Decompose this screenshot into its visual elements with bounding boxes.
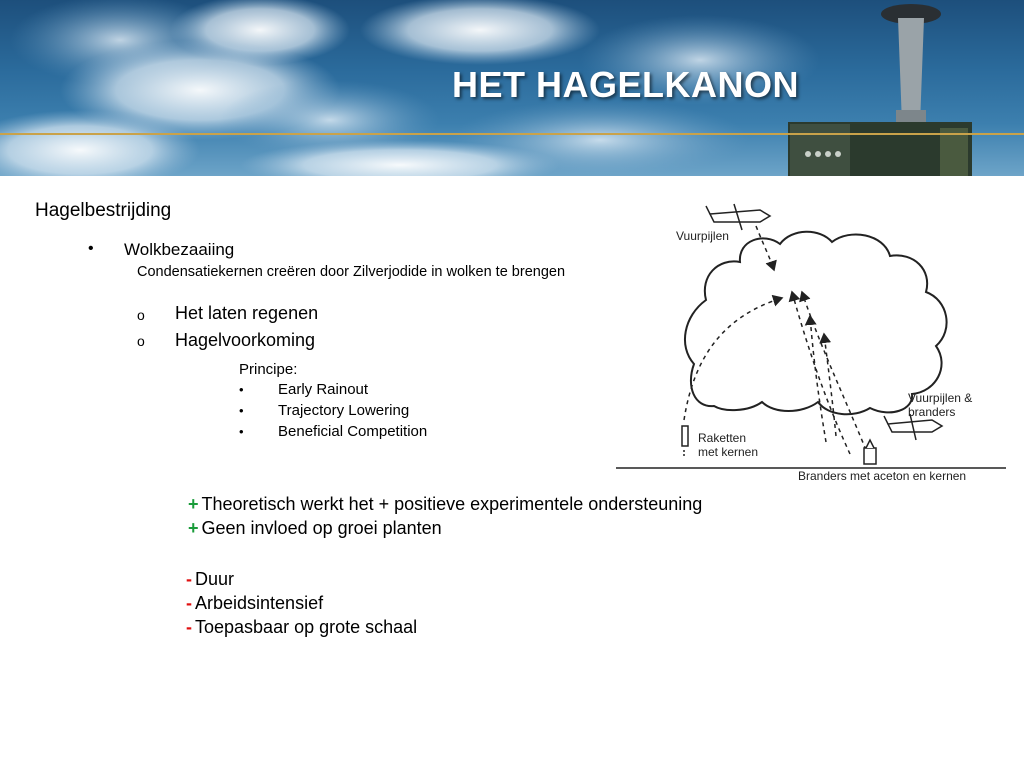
bullet-marker: • [88, 240, 94, 257]
sub-bullet-marker: o [137, 333, 145, 349]
principle-item: Beneficial Competition [278, 423, 428, 440]
item-wolkbezaaiing: Wolkbezaaiing [124, 240, 235, 259]
pro-text: Theoretisch werkt het + positieve experimentele ondersteuning [201, 494, 703, 514]
label-raketten: Raketten [698, 431, 747, 445]
flare-trajectory [756, 226, 774, 270]
hail-cannon-illustration [788, 4, 972, 176]
burner-icon [864, 440, 876, 464]
pro-item [188, 518, 442, 539]
con-item [186, 617, 417, 638]
subitem-het-laten-regenen: Het laten regenen [175, 303, 319, 323]
label-vuurpijlen-branders: Vuurpijlen & [908, 391, 973, 405]
plus-sign: + [188, 518, 199, 538]
updraft-arrow [824, 334, 836, 436]
con-text: Arbeidsintensief [195, 593, 324, 613]
airplane-top-icon [706, 204, 770, 230]
sub-bullet-marker: o [137, 307, 145, 323]
cloud-seeding-diagram [614, 196, 1008, 490]
minus-sign: - [186, 593, 192, 613]
pro-item [188, 494, 702, 515]
pro-text: Geen invloed op groei planten [201, 518, 442, 538]
con-item [186, 593, 323, 614]
slide-title: HET HAGELKANON [452, 64, 799, 105]
principle-bullet-marker: • [239, 424, 244, 439]
label-branders: Branders met aceton en kernen [798, 469, 967, 483]
subitem-hagelvoorkoming: Hagelvoorkoming [175, 330, 316, 350]
updraft-arrow [810, 316, 826, 442]
principle-item: Early Rainout [278, 381, 369, 398]
cloud-outline [685, 232, 947, 415]
con-text: Toepasbaar op grote schaal [195, 617, 418, 637]
label-raketten: met kernen [698, 445, 759, 459]
item-wolkbezaaiing-description: Condensatiekernen creëren door Zilverjodide in wolken te brengen [137, 264, 566, 280]
rocket-icon [682, 426, 688, 458]
label-vuurpijlen: Vuurpijlen [676, 229, 729, 243]
con-item [186, 569, 234, 590]
principle-item: Trajectory Lowering [278, 402, 410, 419]
minus-sign: - [186, 617, 192, 637]
header-banner [0, 0, 1024, 176]
principle-bullet-marker: • [239, 403, 244, 418]
principle-bullet-marker: • [239, 382, 244, 397]
section-heading: Hagelbestrijding [35, 200, 172, 221]
plus-sign: + [188, 494, 199, 514]
updraft-arrow [802, 292, 866, 450]
con-text: Duur [195, 569, 235, 589]
minus-sign: - [186, 569, 192, 589]
updraft-arrow [792, 292, 850, 454]
header-accent-line [0, 133, 1024, 135]
principle-label: Principe: [239, 361, 298, 378]
label-vuurpijlen-branders: branders [908, 405, 956, 419]
